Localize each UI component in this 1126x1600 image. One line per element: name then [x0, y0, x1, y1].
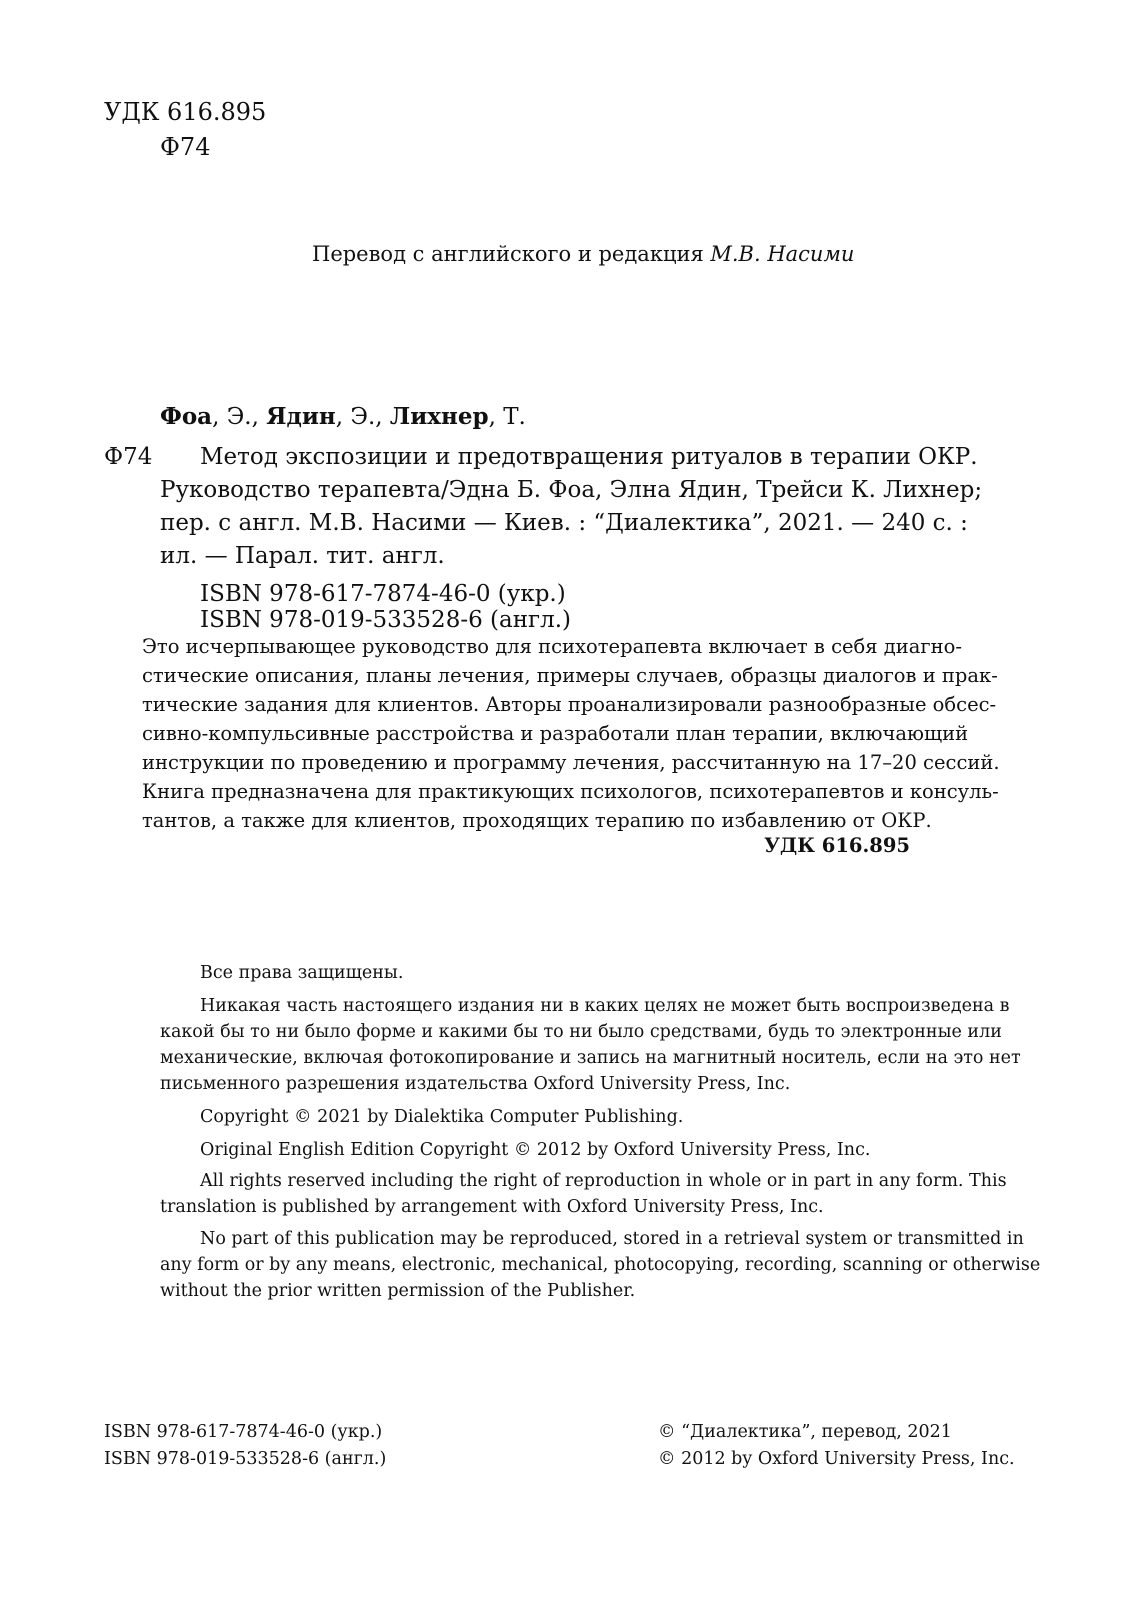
annotation-udk: УДК 616.895: [764, 834, 910, 857]
no-part-line-1: No part of this publication may be reproduced, stored in a retrieval system or transmitted in: [200, 1229, 1024, 1249]
footer-copyright-oxford: © 2012 by Oxford University Press, Inc.: [658, 1449, 1015, 1469]
rights-title: Все права защищены.: [200, 963, 404, 983]
author-3-surname: Лихнер: [389, 403, 489, 430]
biblio-code: Ф74: [104, 444, 153, 470]
biblio-line-1: Метод экспозиции и предотвращения ритуалов в терапии ОКР.: [200, 444, 978, 470]
translation-note: [312, 242, 854, 266]
annotation-line-1: Это исчерпывающее руководство для психотерапевта включает в себя диагно-: [142, 635, 962, 658]
author-2-initial: , Э.,: [335, 404, 390, 430]
no-part-line-3: without the prior written permission of the Publisher.: [160, 1281, 636, 1301]
copyright-original: Original English Edition Copyright © 2012 by Oxford University Press, Inc.: [200, 1140, 871, 1160]
biblio-line-3: пер. с англ. М.В. Насими — Киев. : “Диалектика”, 2021. — 240 с. :: [160, 510, 968, 536]
rights-line-3: механические, включая фотокопирование и запись на магнитный носитель, если на это нет: [160, 1048, 1021, 1068]
biblio-line-4: ил. — Парал. тит. англ.: [160, 543, 445, 569]
rights-line-4: письменного разрешения издательства Oxford University Press, Inc.: [160, 1074, 791, 1094]
annotation-line-7: тантов, а также для клиентов, проходящих терапию по избавлению от ОКР.: [142, 809, 932, 832]
author-3-initial: , Т.: [488, 404, 526, 430]
annotation-line-6: Книга предназначена для практикующих психологов, психотерапевтов и консуль-: [142, 780, 999, 803]
reserved-line-1: All rights reserved including the right of reproduction in whole or in part in any form. This: [200, 1171, 1007, 1191]
translator-name: М.В. Насими: [710, 242, 855, 266]
bibliographic-description: [160, 441, 983, 581]
authors-line: [160, 403, 526, 430]
author-1-initial: , Э.,: [212, 404, 267, 430]
annotation-line-5: инструкции по проведению и программу лечения, рассчитанную на 17–20 сессий.: [142, 751, 1000, 774]
annotation-line-4: сивно-компульсивные расстройства и разработали план терапии, включающий: [142, 722, 969, 745]
copyright-dialektika: Copyright © 2021 by Dialektika Computer Publishing.: [200, 1107, 684, 1127]
translation-text: Перевод с английского и редакция: [312, 242, 711, 266]
author-1-surname: Фоа: [160, 403, 213, 430]
rights-reserved: [160, 1168, 1007, 1222]
annotation: [142, 632, 1000, 862]
no-part-notice: [160, 1226, 1041, 1306]
udk-code: УДК 616.895: [104, 98, 267, 126]
annotation-line-3: тические задания для клиентов. Авторы проанализировали разнообразные обсес-: [142, 693, 997, 716]
isbn-ukr: ISBN 978-617-7874-46-0 (укр.): [200, 581, 566, 607]
annotation-line-2: стические описания, планы лечения, примеры случаев, образцы диалогов и прак-: [142, 664, 998, 687]
rights-line-2: какой бы то ни было форме и какими бы то ни было средствами, будь то электронные или: [160, 1022, 1002, 1042]
biblio-line-2: Руководство терапевта/Эдна Б. Фоа, Элна Ядин, Трейси К. Лихнер;: [160, 477, 983, 503]
rights-line-1: Никакая часть настоящего издания ни в каких целях не может быть воспроизведена в: [200, 996, 1010, 1016]
isbn-eng: ISBN 978-019-533528-6 (англ.): [200, 607, 571, 633]
author-2-surname: Ядин: [266, 403, 336, 430]
reserved-line-2: translation is published by arrangement with Oxford University Press, Inc.: [160, 1197, 824, 1217]
rights-paragraph: [160, 993, 1021, 1103]
footer-copyright-dialektika: © “Диалектика”, перевод, 2021: [658, 1422, 952, 1442]
catalog-code: Ф74: [160, 133, 211, 161]
footer-isbn-eng: ISBN 978-019-533528-6 (англ.): [104, 1449, 387, 1469]
no-part-line-2: any form or by any means, electronic, mechanical, photocopying, recording, scanning or otherwise: [160, 1255, 1041, 1275]
footer-isbn-ukr: ISBN 978-617-7874-46-0 (укр.): [104, 1422, 383, 1442]
